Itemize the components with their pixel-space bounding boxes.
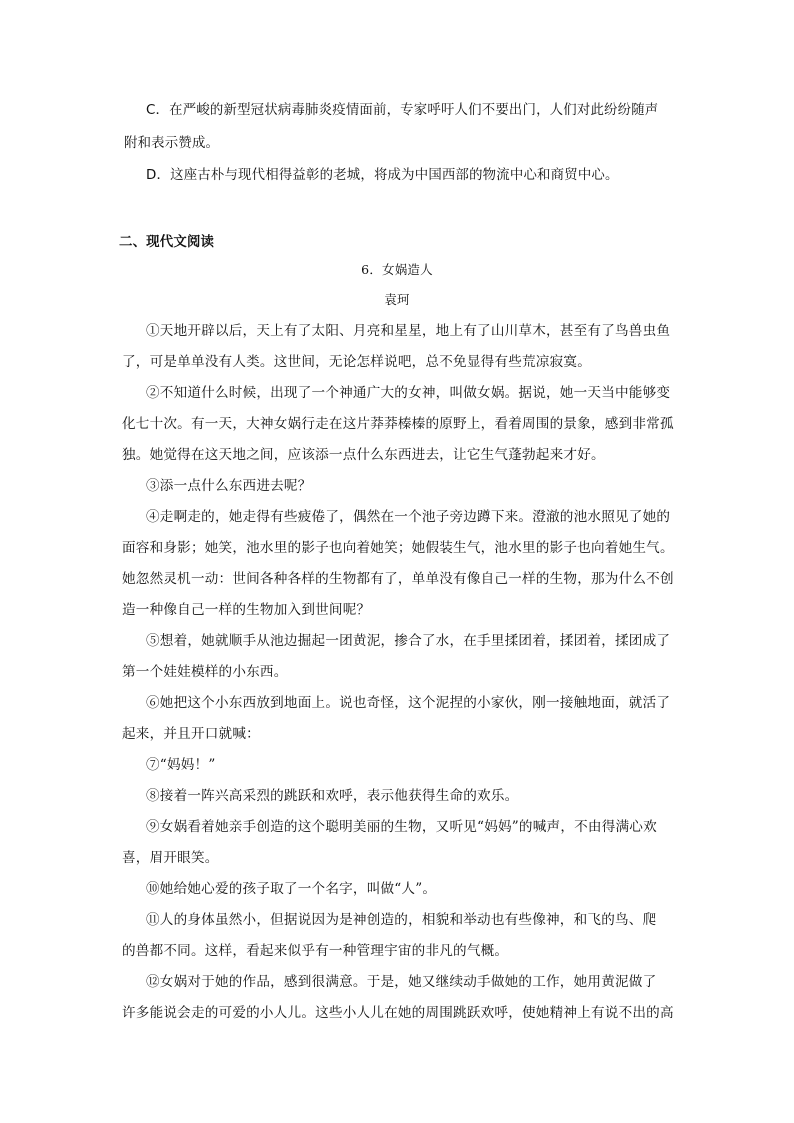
article-line: 面容和身影；她笑，池水里的影子也向着她笑；她假装生气，池水里的影子也向着她生气。 <box>122 540 674 556</box>
article-line: ⑦“妈妈！” <box>146 757 216 773</box>
article-line: ②不知道什么时候，出现了一个神通广大的女神，叫做女娲。据说，她一天当中能够变 <box>146 385 671 401</box>
article-line: 喜，眉开眼笑。 <box>122 850 219 866</box>
article-line: 的兽都不同。这样，看起来似乎有一种管理宇宙的非凡的气概。 <box>122 943 509 959</box>
article-line: ⑪人的身体虽然小，但据说因为是神创造的，相貌和举动也有些像神，和飞的鸟、爬 <box>146 912 657 928</box>
section-heading: 二、现代文阅读 <box>119 235 215 250</box>
article-line: ①天地开辟以后，天上有了太阳、月亮和星星，地上有了山川草木，甚至有了鸟兽虫鱼 <box>146 323 671 339</box>
article-line: ④走啊走的，她走得有些疲倦了，偶然在一个池子旁边蹲下来。澄澈的池水照见了她的 <box>146 509 671 525</box>
article-line: 造一种像自己一样的生物加入到世间呢？ <box>122 602 371 618</box>
article-author: 袁珂 <box>384 292 410 307</box>
article-line: 化七十次。有一天，大神女娲行走在这片莽莽榛榛的原野上，看着周围的景象，感到非常孤 <box>122 416 674 432</box>
article-line: 她忽然灵机一动：世间各种各样的生物都有了，单单没有像自己一样的生物，那为什么不创 <box>122 571 674 587</box>
article-line: ⑧接着一阵兴高采烈的跳跃和欢呼，表示他获得生命的欢乐。 <box>146 788 519 804</box>
option-d-line-1: D．这座古朴与现代相得益彰的老城，将成为中国西部的物流中心和商贸中心。 <box>146 168 619 183</box>
article-line: ⑤想着，她就顺手从池边掘起一团黄泥，掺合了水，在手里揉团着，揉团着，揉团成了 <box>146 633 671 649</box>
article-line: ⑨女娲看着她亲手创造的这个聪明美丽的生物，又听见“妈妈”的喊声，不由得满心欢 <box>146 819 657 835</box>
article-title: 6．女娲造人 <box>361 262 433 277</box>
article-line: 起来，并且开口就喊： <box>122 726 260 742</box>
option-c-line-1: C．在严峻的新型冠状病毒肺炎疫情面前，专家呼吁人们不要出门，人们对此纷纷随声 <box>146 103 659 118</box>
article-line: 许多能说会走的可爱的小人儿。这些小人儿在她的周围跳跃欢呼，使她精神上有说不出的高 <box>122 1005 674 1021</box>
article-line: 了，可是单单没有人类。这世间，无论怎样说吧，总不免显得有些荒凉寂寞。 <box>122 354 591 370</box>
article-line: ⑩她给她心爱的孩子取了一个名字，叫做“人”。 <box>146 881 437 897</box>
article-line: ③添一点什么东西进去呢？ <box>146 478 312 494</box>
article-line: 第一个娃娃模样的小东西。 <box>122 664 288 680</box>
option-c-line-2: 附和表示赞成。 <box>124 136 220 151</box>
article-line: ⑥她把这个小东西放到地面上。说也奇怪，这个泥捏的小家伙，刚一接触地面，就活了 <box>146 695 671 711</box>
article-line: 独。她觉得在这天地之间，应该添一点什么东西进去，让它生气蓬勃起来才好。 <box>122 447 605 463</box>
article-line: ⑫女娲对于她的作品，感到很满意。于是，她又继续动手做她的工作，她用黄泥做了 <box>146 974 657 990</box>
